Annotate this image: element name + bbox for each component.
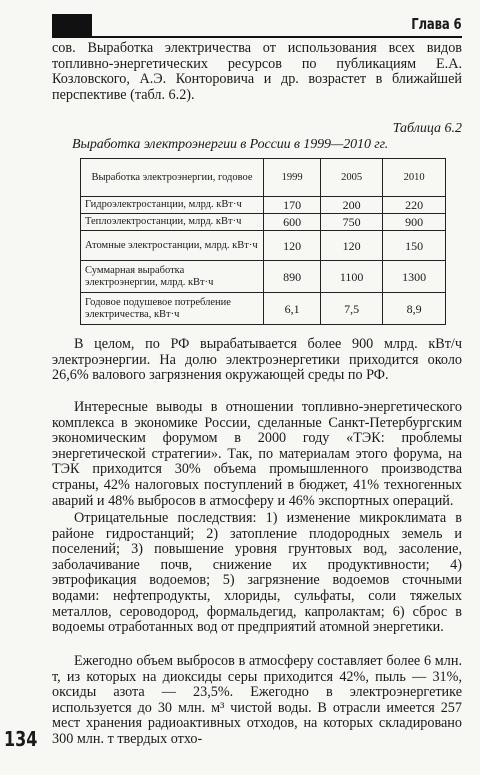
table-row	[81, 293, 446, 325]
table-cell: 170	[264, 197, 321, 214]
body-paragraph: Интересные выводы в отношении топливно-энергетического комплекса в экономике России, сделанные Санкт-Петербургским экономическим форумом в 2000 году «ТЭК: проблемы энергетической стратегии». Так, по материалам этого форума, на ТЭК приходится 30% объема промышленного производства страны, 42% налоговых поступлений в бюджет, 41% техногенных аварий и 48% выбросов в атмосферу и 46% экспортных операций.	[52, 399, 462, 509]
chapter-title: Глава 6	[411, 15, 462, 33]
table-row	[81, 231, 446, 261]
page-number: 134	[4, 727, 38, 751]
table-row	[81, 261, 446, 293]
table-header-cell: Выработка электроэнергии, годовое	[81, 159, 264, 197]
table-row-label: Гидроэлектростанции, млрд. кВт·ч	[81, 197, 264, 214]
table-header-cell: 1999	[264, 159, 321, 197]
table-header-cell: 2005	[321, 159, 383, 197]
table-cell: 600	[264, 214, 321, 231]
table-cell: 1300	[383, 261, 446, 293]
table-cell: 890	[264, 261, 321, 293]
table-cell: 150	[383, 231, 446, 261]
table-cell: 750	[321, 214, 383, 231]
intro-paragraph: сов. Выработка электричества от использования всех видов топливно-энергетических ресурсов по публикациям Е.А. Козловского, А.Э. Конторовича и др. возрастет в ближайшей перспективе (табл. 6.2).	[52, 40, 462, 103]
running-header	[52, 14, 462, 36]
table-row	[81, 214, 446, 231]
body-paragraph: Отрицательные последствия: 1) изменение микроклимата в районе гидростанций; 2) затопление плодородных земель и поселений; 3) повышение уровня грунтовых вод, засоление, заболачивание почв, снижение их продуктивности; 4) эвтрофикация водоемов; 5) загрязнение водоемов сточными водами: нефтепродукты, хлориды, сульфаты, соли тяжелых металлов, сероводород, формальдегид, капролактам; 6) сброс в водоемы отработанных вод от предприятий атомной энергетики.	[52, 510, 462, 636]
body-paragraph: В целом, по РФ вырабатывается более 900 млрд. кВт/ч электроэнергии. На долю электроэнергетики приходится около 26,6% валового загрязнения окружающей среды по РФ.	[52, 336, 462, 384]
table-header-cell: 2010	[383, 159, 446, 197]
table-cell: 120	[321, 231, 383, 261]
table-title: Выработка электроэнергии в России в 1999—2010 гг.	[72, 137, 389, 152]
table-cell: 7,5	[321, 293, 383, 325]
table-row-label: Суммарная выработка электроэнергии, млрд. кВт·ч	[81, 261, 264, 293]
table-cell: 900	[383, 214, 446, 231]
header-marker-block	[52, 14, 92, 36]
table-row	[81, 197, 446, 214]
table-row-label: Атомные электростанции, млрд. кВт·ч	[81, 231, 264, 261]
table-cell: 8,9	[383, 293, 446, 325]
electricity-table	[80, 158, 446, 325]
table-cell: 220	[383, 197, 446, 214]
header-rule	[52, 36, 462, 38]
table-cell: 6,1	[264, 293, 321, 325]
table-row-label: Теплоэлектростанции, млрд. кВт·ч	[81, 214, 264, 231]
body-paragraph: Ежегодно объем выбросов в атмосферу составляет более 6 млн. т, из которых на диоксиды серы приходится 42%, пыль — 31%, оксиды азота — 23,5%. Ежегодно в электроэнергетике используется до 30 млн. м³ чистой воды. В отрасли имеется 257 мест хранения радиоактивных отходов, на которых складировано 300 млн. т твердых отхо-	[52, 653, 462, 747]
table-cell: 1100	[321, 261, 383, 293]
table-header-row	[81, 159, 446, 197]
table-number: Таблица 6.2	[392, 121, 462, 136]
table-cell: 200	[321, 197, 383, 214]
table-cell: 120	[264, 231, 321, 261]
table-row-label: Годовое подушевое потребление электричества, кВт·ч	[81, 293, 264, 325]
